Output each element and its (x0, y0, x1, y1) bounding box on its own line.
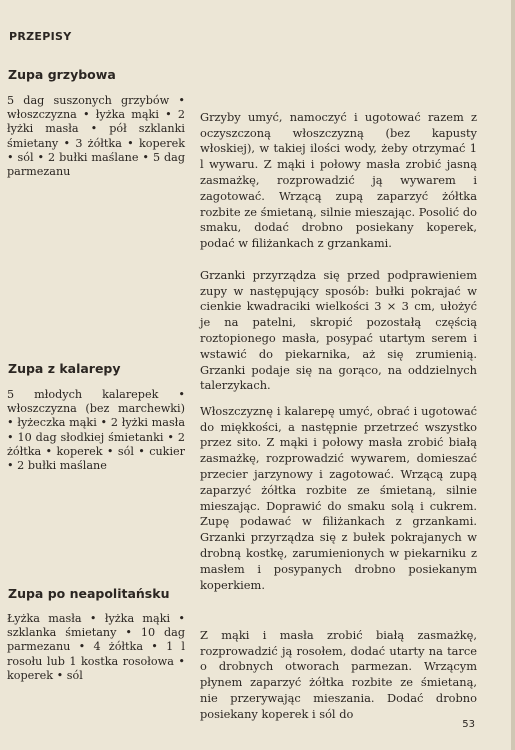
recipe-ingredients: 5 dag suszonych grzybów • włoszczyzna • łyżka mąki • 2 łyżki masła • pół szklanki śmietany • 3 żółtka • koperek • sól • 2 bułki maślane • 5 dag parmezanu (7, 94, 185, 179)
recipe-method (200, 94, 477, 410)
recipe-ingredients: 5 młodych kalarepek • włoszczyzna (bez marchewki) • łyżeczka mąki • 2 łyżki masła • 10 dag słodkiej śmietanki • 2 żółtka • koperek • sól • cukier • 2 bułki maślane (7, 388, 185, 473)
method-paragraph: Grzyby umyć, namoczyć i ugotować razem z oczyszczoną włoszczyzną (bez kapusty włoskiej), w takiej ilości wody, żeby otrzymać 1 l wywaru. Z mąki i połowy masła zrobić jasną zasmażkę, rozprowadzić ją wywarem i zagotować. Wrzącą zupą zaparzyć żółtka rozbite ze śmietaną, silnie mieszając. Posolić do smaku, dodać drobno posiekany koperek, podać w filiżankach z grzankami. (200, 109, 477, 251)
recipe-method (200, 388, 477, 609)
method-paragraph: Z mąki i masła zrobić białą zasmażkę, rozprowadzić ją rosołem, dodać utarty na tarce o drobnych otworach parmezan. Wrzącym płynem zaparzyć żółtka rozbite ze śmietaną, nie przerywając mieszania. Dodać drobno posiekany koperek i sól do (200, 627, 477, 721)
page-number: 53 (462, 719, 475, 730)
recipe-title-zupa-po-neapolitansku: Zupa po neapolitańsku (8, 586, 170, 601)
section-header: PRZEPISY (9, 30, 72, 43)
recipe-title-zupa-grzybowa: Zupa grzybowa (8, 67, 116, 82)
recipe-ingredients: Łyżka masła • łyżka mąki • szklanka śmietany • 10 dag parmezanu • 4 żółtka • 1 l rosołu lub 1 kostka rosołowa • koperek • sól (7, 612, 185, 682)
method-paragraph: Grzanki przyrządza się przed podprawieniem zupy w następujący sposób: bułki pokrajać w cienkie kwadraciki wielkości 3 × 3 cm, ułożyć je na patelni, skropić pozostałą częścią roztopionego masła, posypać utartym serem i wstawić do piekarnika, aż się zrumienią. Grzanki podaje się na gorąco, na oddzielnych talerzykach. (200, 267, 477, 393)
recipe-title-zupa-z-kalarepy: Zupa z kalarepy (8, 361, 121, 376)
page-edge (511, 0, 515, 750)
recipe-method (200, 612, 477, 738)
method-paragraph: Włoszczyznę i kalarepę umyć, obrać i ugotować do miękkości, a następnie przetrzeć wszystko przez sito. Z mąki i połowy masła zrobić białą zasmażkę, rozprowadzić wywarem, domieszać przecier jarzynowy i zagotować. Wrzącą zupą zaparzyć żółtka rozbite ze śmietaną, silnie mieszając. Doprawić do smaku solą i cukrem. Zupę podawać w filiżankach z grzankami. Grzanki przyrządza się z bułek pokrajanych w drobną kostkę, zarumienionych w piekarniku z masłem i posypanych drobno posiekanym koperkiem. (200, 403, 477, 592)
